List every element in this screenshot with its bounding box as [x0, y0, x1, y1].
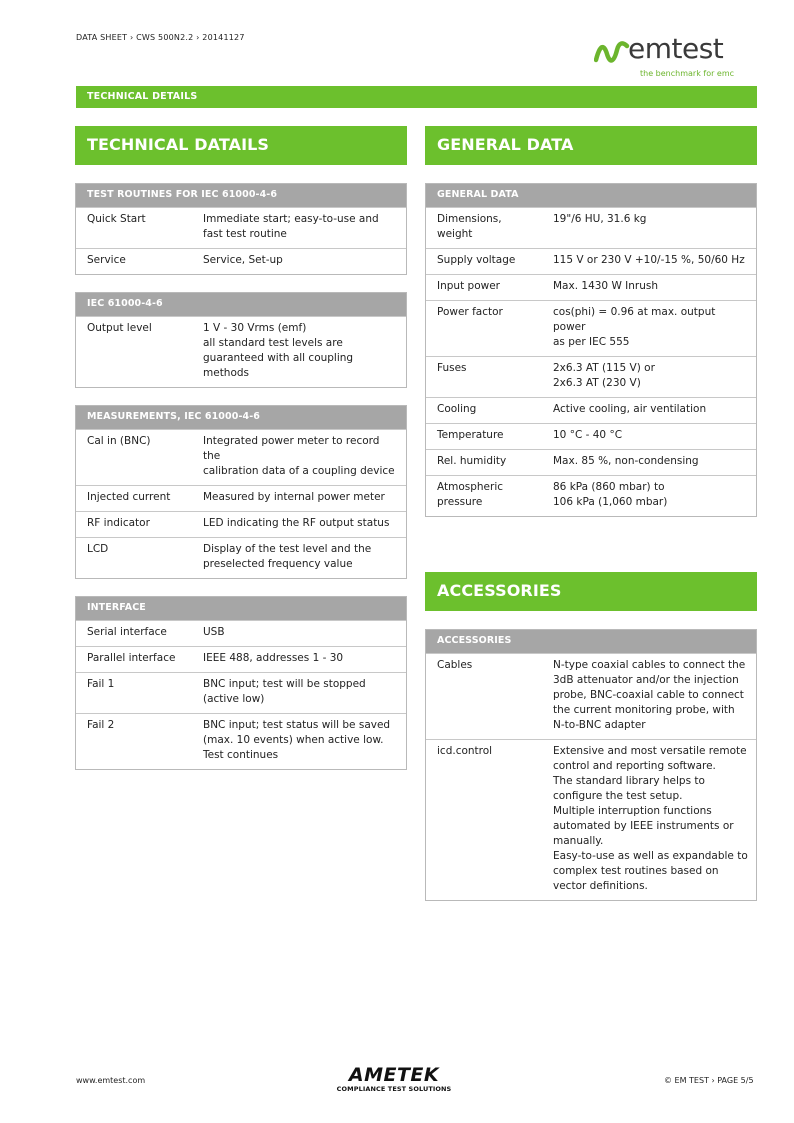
spec-value: 19"/6 HU, 31.6 kg — [553, 213, 647, 225]
spec-label: LCD — [87, 543, 109, 555]
right-column — [425, 126, 757, 901]
spec-value: BNC input; test will be stopped (active low) — [203, 678, 366, 705]
spec-table — [75, 292, 407, 388]
logo-wordmark: emtest — [628, 32, 724, 65]
spec-row — [76, 429, 406, 485]
ametek-wordmark: AMETEK — [348, 1064, 440, 1086]
spec-row — [426, 397, 756, 423]
spec-label: Cables — [437, 659, 473, 671]
spec-value: 2x6.3 AT (115 V) or 2x6.3 AT (230 V) — [553, 362, 655, 389]
general-data-section — [425, 183, 757, 517]
spec-row — [426, 739, 756, 900]
spec-row — [426, 356, 756, 397]
spec-table — [75, 405, 407, 579]
spec-label: Input power — [437, 280, 500, 292]
spec-row — [76, 672, 406, 713]
ametek-subtitle: COMPLIANCE TEST SOLUTIONS — [336, 1085, 452, 1093]
spec-label: Rel. humidity — [437, 455, 507, 467]
emtest-logo — [594, 32, 756, 82]
spec-label: Supply voltage — [437, 254, 516, 266]
spec-table-title: GENERAL DATA — [426, 184, 756, 207]
spec-table — [425, 629, 757, 901]
spec-table-title: INTERFACE — [76, 597, 406, 620]
spec-row — [76, 511, 406, 537]
spec-value: Integrated power meter to record the calibration data of a coupling device — [203, 435, 395, 477]
spec-row — [76, 713, 406, 769]
spec-label: RF indicator — [87, 517, 150, 529]
spec-label: Atmospheric pressure — [437, 481, 504, 508]
spec-label: Fail 1 — [87, 678, 115, 690]
spec-row — [426, 449, 756, 475]
spec-row — [76, 485, 406, 511]
spec-label: Quick Start — [87, 213, 146, 225]
spec-table-title: IEC 61000-4-6 — [76, 293, 406, 316]
technical-details-heading: TECHNICAL DATAILS — [75, 126, 407, 165]
breadcrumb: DATA SHEET › CWS 500N2.2 › 20141127 — [76, 33, 245, 42]
spec-label: Serial interface — [87, 626, 167, 638]
spec-label: Fuses — [437, 362, 467, 374]
section-banner: TECHNICAL DETAILS — [76, 86, 757, 108]
spec-row — [76, 646, 406, 672]
spec-label: Cooling — [437, 403, 477, 415]
spec-value: Service, Set-up — [203, 254, 283, 266]
spec-value: LED indicating the RF output status — [203, 517, 390, 529]
spec-value: Max. 85 %, non-condensing — [553, 455, 699, 467]
spec-row — [426, 475, 756, 516]
spec-row — [76, 620, 406, 646]
spec-value: 86 kPa (860 mbar) to 106 kPa (1,060 mbar) — [553, 481, 668, 508]
spec-label: Output level — [87, 322, 152, 334]
page-number: © EM TEST › PAGE 5/5 — [664, 1076, 754, 1085]
left-tables — [75, 183, 407, 770]
spec-label: icd.control — [437, 745, 493, 757]
spec-value: Max. 1430 W Inrush — [553, 280, 659, 292]
spec-value: Active cooling, air ventilation — [553, 403, 707, 415]
spec-value: USB — [203, 626, 225, 638]
spec-value: 1 V - 30 Vrms (emf) all standard test levels are guaranteed with all coupling methods — [203, 322, 354, 379]
spec-value: Extensive and most versatile remote control and reporting software. The standard library helps to configure the test setup. Multiple interruption functions automated by IEEE instruments or manually. Easy-to-use as well as expandable to complex test routines based on vector definitions. — [553, 745, 748, 892]
spec-row — [426, 248, 756, 274]
accessories-section — [425, 629, 757, 901]
spec-value: 115 V or 230 V +10/-15 %, 50/60 Hz — [553, 254, 745, 266]
spec-row — [426, 653, 756, 739]
spec-value: 10 °C - 40 °C — [553, 429, 623, 441]
accessories-heading: ACCESSORIES — [425, 572, 757, 611]
spec-row — [426, 300, 756, 356]
spec-value: N-type coaxial cables to connect the 3dB attenuator and/or the injection probe, BNC-coaxial cable to connect the current monitoring probe, with N-to-BNC adapter — [553, 659, 746, 731]
spec-table-title: ACCESSORIES — [426, 630, 756, 653]
spec-label: Injected current — [87, 491, 171, 503]
left-column — [75, 126, 407, 770]
wave-logo-icon — [594, 40, 630, 64]
spec-row — [76, 207, 406, 248]
logo-tagline: the benchmark for emc — [640, 69, 735, 78]
spec-table — [75, 596, 407, 770]
spec-row — [76, 316, 406, 387]
spec-label: Temperature — [437, 429, 504, 441]
spec-table — [425, 183, 757, 517]
spec-label: Parallel interface — [87, 652, 176, 664]
spec-label: Service — [87, 254, 126, 266]
general-data-heading: GENERAL DATA — [425, 126, 757, 165]
spec-value: Measured by internal power meter — [203, 491, 385, 503]
spec-value: Display of the test level and the preselected frequency value — [203, 543, 372, 570]
spec-value: BNC input; test status will be saved (max. 10 events) when active low. Test continues — [203, 719, 391, 761]
spec-label: Dimensions, weight — [437, 213, 502, 240]
spec-label: Cal in (BNC) — [87, 435, 151, 447]
ametek-logo — [332, 1065, 456, 1093]
spec-table-title: MEASUREMENTS, IEC 61000-4-6 — [76, 406, 406, 429]
spec-table-title: TEST ROUTINES FOR IEC 61000-4-6 — [76, 184, 406, 207]
spec-label: Power factor — [437, 306, 503, 318]
spec-value: Immediate start; easy-to-use and fast test routine — [203, 213, 379, 240]
spec-label: Fail 2 — [87, 719, 115, 731]
spec-row — [76, 537, 406, 578]
spec-row — [76, 248, 406, 274]
spec-table — [75, 183, 407, 275]
spec-value: IEEE 488, addresses 1 - 30 — [203, 652, 344, 664]
footer-url[interactable]: www.emtest.com — [76, 1076, 146, 1085]
spec-row — [426, 423, 756, 449]
spec-row — [426, 274, 756, 300]
spec-value: cos(phi) = 0.96 at max. output power as per IEC 555 — [553, 306, 716, 348]
spec-row — [426, 207, 756, 248]
